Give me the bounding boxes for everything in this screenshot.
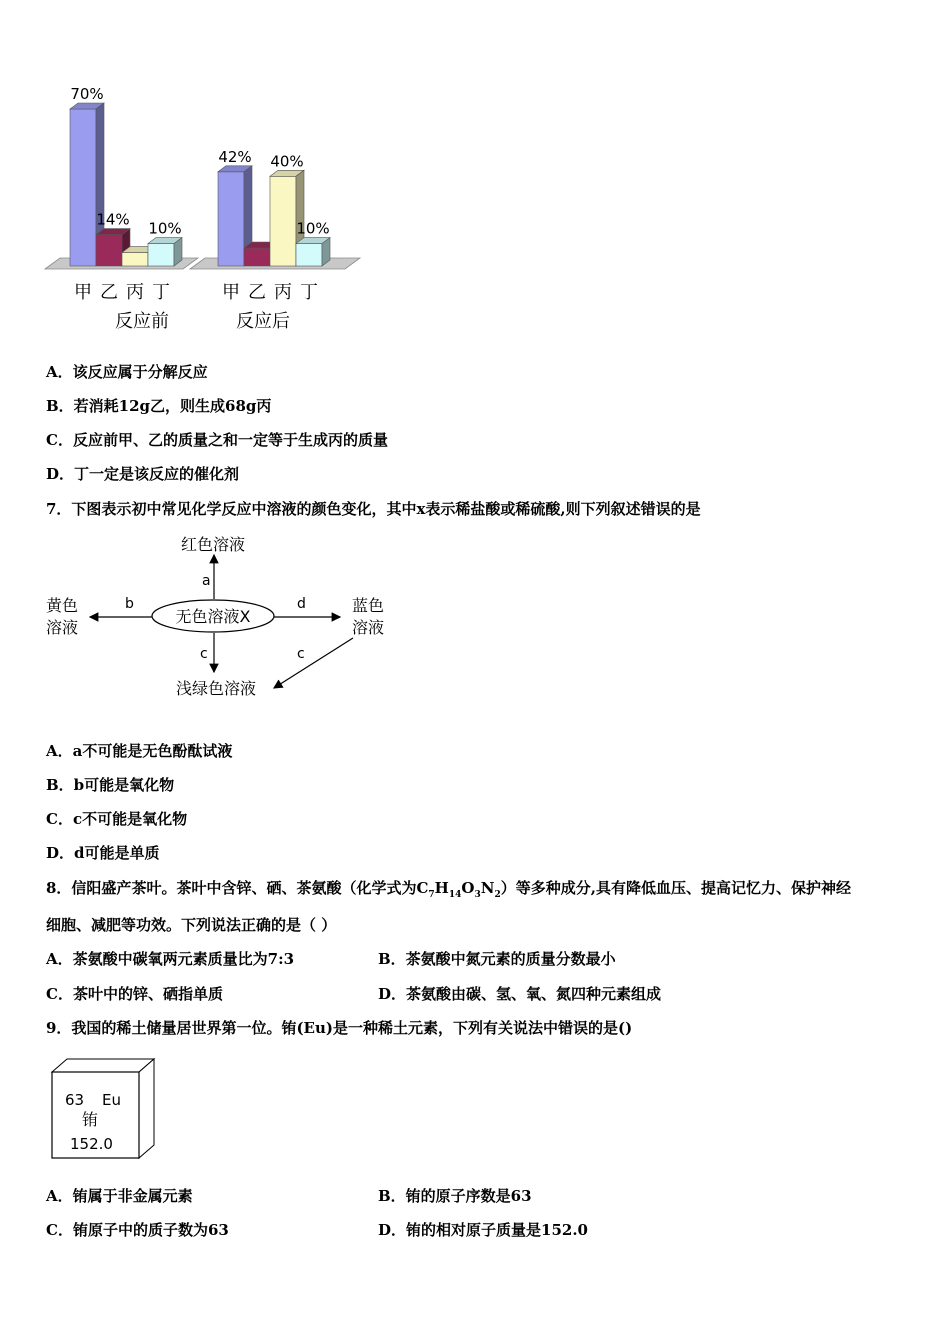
formula-c-sub: 7 [428, 890, 435, 900]
arrow-b-label: b [125, 596, 134, 612]
left-label-2: 溶液 [46, 618, 79, 637]
category-label-1-2: 丙 [274, 282, 292, 303]
formula-h: H [434, 879, 449, 897]
q8-option-d[interactable]: D．茶氨酸由碳、氢、氧、氮四种元素组成 [378, 985, 662, 1003]
bar-label-0-1: 14% [96, 210, 130, 229]
q8-stem-before: 8．信阳盛产茶叶。茶叶中含锌、硒、茶氨酸（化学式为 [46, 879, 417, 897]
arrow-diagonal [274, 638, 353, 688]
left-label-1: 黄色 [46, 596, 79, 615]
arrow-c-label: c [200, 646, 208, 662]
q8-option-c[interactable]: C．茶叶中的锌、硒指单质 [46, 985, 223, 1003]
bar-label-0-3: 10% [148, 219, 182, 238]
right-label-2: 溶液 [352, 618, 385, 637]
q6-option-b[interactable]: B．若消耗12g乙，则生成68g丙 [46, 397, 272, 415]
category-label-0-2: 丙 [126, 282, 144, 303]
q7-option-d[interactable]: D．d可能是单质 [46, 844, 160, 862]
element-card [50, 1057, 160, 1162]
element-number: 63 [65, 1091, 85, 1109]
category-label-1-1: 乙 [248, 282, 266, 303]
q9-option-b[interactable]: B．铕的原子序数是63 [378, 1187, 532, 1205]
element-name: 铕 [82, 1110, 99, 1129]
formula-c: C [416, 879, 429, 897]
q8-stem-after: ）等多种成分,具有降低血压、提高记忆力、保护神经 [500, 879, 851, 897]
category-label-0-3: 丁 [152, 282, 170, 303]
arrow-a-label: a [202, 573, 211, 589]
q9-option-d[interactable]: D．铕的相对原子质量是152.0 [378, 1221, 588, 1239]
q9-option-c[interactable]: C．铕原子中的质子数为63 [46, 1221, 229, 1239]
q7-option-c[interactable]: C．c不可能是氧化物 [46, 810, 188, 828]
group-label-after: 反应后 [236, 311, 290, 332]
category-label-1-0: 甲 [222, 282, 240, 303]
q8-stem-line1 [46, 877, 851, 900]
category-label-1-3: 丁 [300, 282, 318, 303]
element-symbol: Eu [102, 1091, 121, 1109]
bar-label-1-3: 10% [296, 219, 330, 238]
q6-option-c[interactable]: C．反应前甲、乙的质量之和一定等于生成丙的质量 [46, 431, 388, 449]
q7-option-a[interactable]: A．a不可能是无色酚酞试液 [46, 742, 233, 760]
q8-stem-line2: 细胞、减肥等功效。下列说法正确的是（ ） [46, 916, 337, 934]
q9-option-a[interactable]: A．铕属于非金属元素 [46, 1187, 193, 1205]
group-label-before: 反应前 [115, 311, 169, 332]
arrow-d-label: d [297, 596, 306, 612]
formula [416, 879, 501, 900]
formula-n: N [480, 879, 495, 897]
bar-label-0-0: 70% [70, 85, 104, 103]
bottom-label: 浅绿色溶液 [175, 679, 257, 698]
bar-chart [40, 85, 370, 340]
q8-option-b[interactable]: B．茶氨酸中氮元素的质量分数最小 [378, 950, 616, 968]
q6-option-d[interactable]: D．丁一定是该反应的催化剂 [46, 465, 240, 483]
arrow-c2-label: c [297, 646, 305, 662]
q9-stem: 9．我国的稀土储量居世界第一位。铕(Eu)是一种稀土元素，下列有关说法中错误的是() [46, 1019, 633, 1037]
formula-n-sub: 2 [494, 890, 501, 900]
formula-o: O [461, 879, 475, 897]
q7-stem: 7．下图表示初中常见化学反应中溶液的颜色变化，其中x表示稀盐酸或稀硫酸,则下列叙述错误的是 [46, 500, 701, 518]
bar-0-3 [148, 238, 182, 266]
q7-option-b[interactable]: B．b可能是氧化物 [46, 776, 175, 794]
q6-option-a[interactable]: A．该反应属于分解反应 [46, 363, 208, 381]
element-mass: 152.0 [70, 1135, 113, 1153]
formula-h-sub: 14 [448, 890, 462, 900]
category-label-0-1: 乙 [100, 282, 118, 303]
top-label: 红色溶液 [180, 535, 246, 554]
bar-label-1-0: 42% [218, 147, 252, 166]
category-label-0-0: 甲 [74, 282, 92, 303]
right-label-1: 蓝色 [352, 596, 385, 615]
color-change-diagram [40, 528, 400, 708]
q8-option-a[interactable]: A．茶氨酸中碳氧两元素质量比为7:3 [46, 950, 295, 968]
bar-1-3 [296, 238, 330, 266]
formula-o-sub: 3 [474, 890, 481, 900]
center-label: 无色溶液X [175, 607, 251, 626]
bar-label-1-2: 40% [270, 152, 304, 171]
